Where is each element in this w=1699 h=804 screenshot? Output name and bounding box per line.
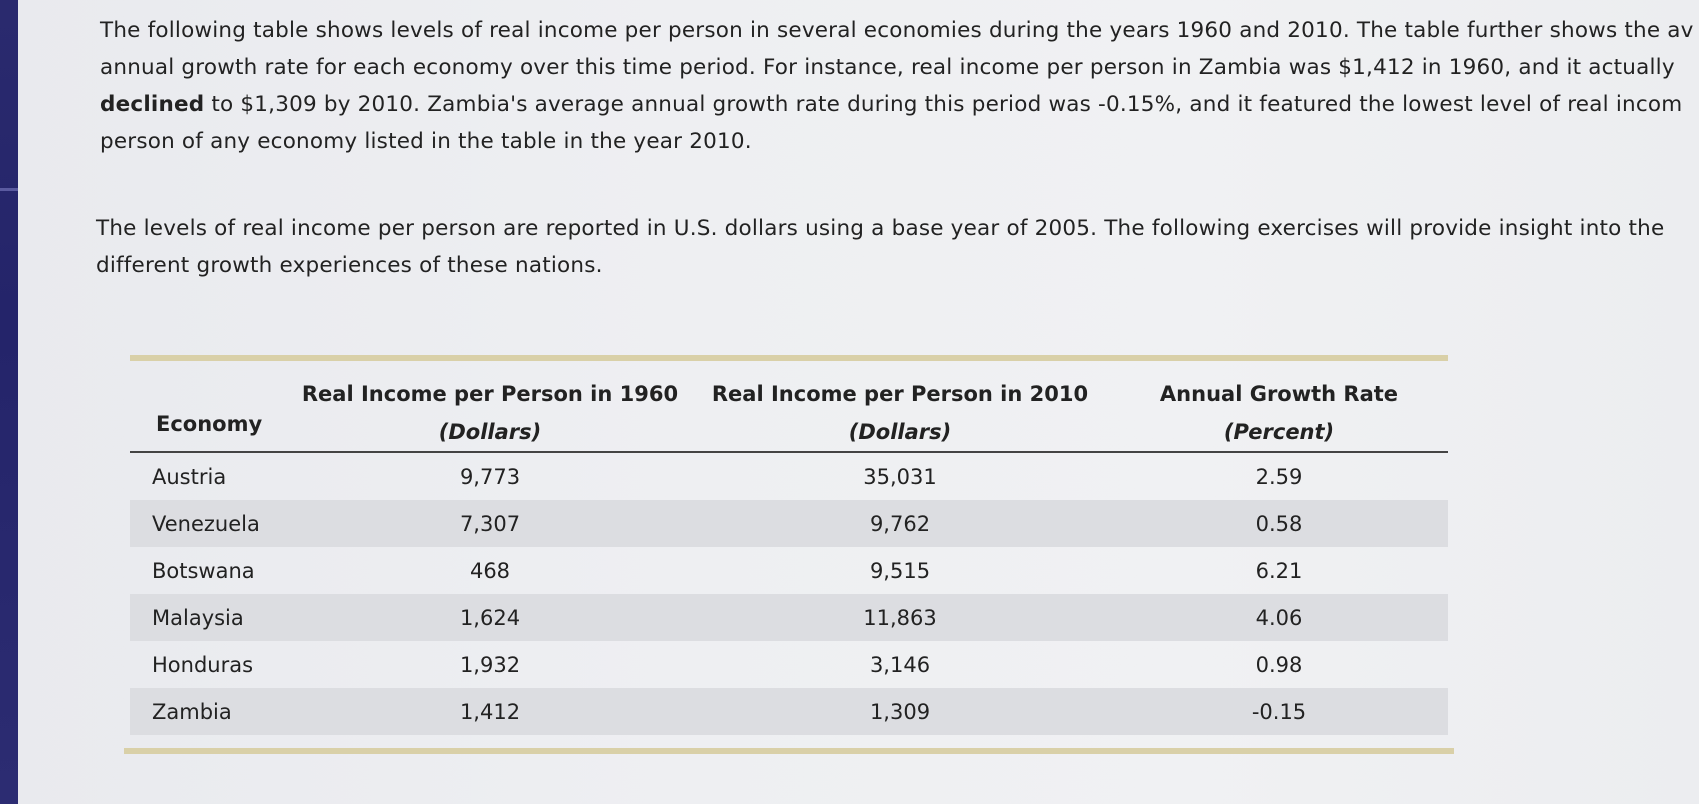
intro-line-3	[100, 86, 1699, 123]
table-row	[130, 641, 1448, 688]
cell-income-2010: 9,515	[869, 558, 931, 583]
income-table	[130, 355, 1448, 735]
table-row	[130, 547, 1448, 594]
cell-economy: Malaysia	[130, 594, 290, 641]
note-line-1: The levels of real income per person are reported in U.S. dollars using a base year of 2005. The following exercises will provide insight into the	[96, 216, 1665, 241]
header-growth-rate-unit: (Percent)	[1223, 420, 1335, 444]
cell-growth-rate: -0.15	[1110, 688, 1448, 735]
header-income-2010-title: Real Income per Person in 2010	[711, 382, 1089, 406]
cell-income-1960: 468	[469, 558, 511, 583]
note-line-2: different growth experiences of these nations.	[96, 253, 603, 278]
cell-growth-rate: 6.21	[1255, 558, 1303, 583]
cell-income-2010: 35,031	[863, 464, 937, 489]
cell-income-1960: 1,624	[290, 594, 690, 641]
cell-income-1960: 9,773	[459, 464, 521, 489]
table-row	[130, 500, 1448, 547]
header-income-1960	[290, 361, 690, 452]
table-row	[130, 594, 1448, 641]
left-edge-band	[0, 0, 18, 804]
cell-economy: Venezuela	[130, 500, 290, 547]
table-row	[130, 688, 1448, 735]
header-income-2010-unit: (Dollars)	[848, 420, 952, 444]
cell-growth-rate: 4.06	[1110, 594, 1448, 641]
cell-growth-rate: 2.59	[1255, 464, 1303, 489]
cell-income-1960: 1,412	[290, 688, 690, 735]
cell-economy: Zambia	[130, 688, 290, 735]
cell-income-1960: 1,932	[459, 652, 521, 677]
header-income-1960-title: Real Income per Person in 1960	[301, 382, 679, 406]
intro-bold-word: declined	[100, 92, 205, 117]
cell-income-1960: 7,307	[290, 500, 690, 547]
cell-economy: Austria	[152, 464, 227, 489]
header-income-1960-unit: (Dollars)	[438, 420, 542, 444]
cell-income-2010: 1,309	[690, 688, 1110, 735]
cell-income-2010: 9,762	[690, 500, 1110, 547]
intro-line-3-rest: to $1,309 by 2010. Zambia's average annual growth rate during this period was -0.15%, and it featured the lowest level of real incom	[204, 92, 1683, 117]
income-data-table	[130, 361, 1448, 735]
note-paragraph	[96, 210, 1696, 284]
intro-paragraph	[100, 12, 1699, 160]
table-row	[130, 452, 1448, 500]
cell-income-2010: 3,146	[869, 652, 931, 677]
header-economy: Economy	[130, 361, 290, 452]
intro-line-2: annual growth rate for each economy over this time period. For instance, real income per person in Zambia was $1,412 in 1960, and it actually	[100, 55, 1675, 80]
intro-line-1: The following table shows levels of real income per person in several economies during the years 1960 and 2010. The table further shows the av	[100, 18, 1694, 43]
header-income-2010	[690, 361, 1110, 452]
cell-economy: Botswana	[152, 558, 255, 583]
left-edge-tick	[0, 188, 18, 191]
cell-income-2010: 11,863	[690, 594, 1110, 641]
cell-growth-rate: 0.58	[1110, 500, 1448, 547]
header-growth-rate-title: Annual Growth Rate	[1159, 382, 1399, 406]
cell-economy: Honduras	[152, 652, 254, 677]
intro-line-4: person of any economy listed in the table in the year 2010.	[100, 129, 752, 154]
header-growth-rate	[1110, 361, 1448, 452]
cell-growth-rate: 0.98	[1255, 652, 1303, 677]
table-bottom-rule	[124, 748, 1454, 754]
